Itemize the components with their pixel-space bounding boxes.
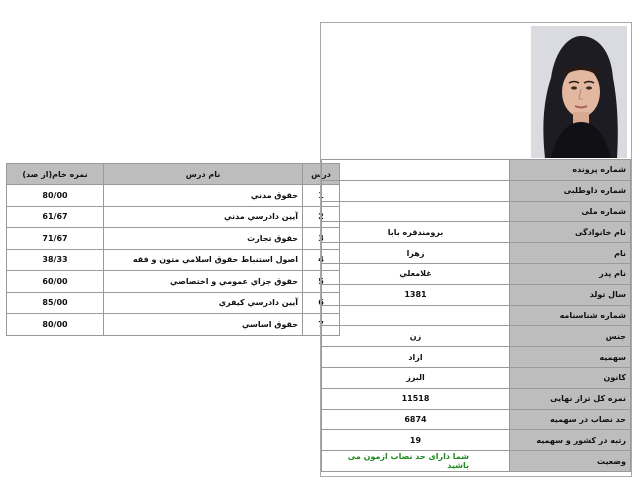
profile-card — [320, 22, 632, 477]
info-row — [322, 388, 631, 409]
row-course: حقوق مدني — [104, 185, 303, 207]
info-label: حد نصاب در سهمیه — [510, 409, 631, 430]
info-label: شماره داوطلبی — [510, 180, 631, 201]
info-row — [322, 160, 631, 181]
info-value: ازاد — [322, 347, 510, 368]
info-label: رتبه در کشور و سهمیه — [510, 430, 631, 451]
row-number: 2 — [303, 206, 340, 228]
info-row — [322, 305, 631, 326]
info-row — [322, 243, 631, 264]
info-value — [322, 201, 510, 222]
table-row — [7, 292, 340, 314]
header-score: نمره خام(از صد) — [7, 164, 104, 185]
table-row — [7, 206, 340, 228]
info-label: سال تولد — [510, 284, 631, 305]
info-row — [322, 284, 631, 305]
row-number: 7 — [303, 314, 340, 336]
table-row — [7, 228, 340, 250]
info-label: جنس — [510, 326, 631, 347]
row-number: 5 — [303, 271, 340, 293]
info-value: 19 — [322, 430, 510, 451]
info-row — [322, 347, 631, 368]
info-label: نام — [510, 243, 631, 264]
row-score: 61/67 — [7, 206, 104, 228]
row-number: 6 — [303, 292, 340, 314]
portrait-photo-icon — [531, 26, 627, 158]
info-row — [322, 430, 631, 451]
info-value — [322, 160, 510, 181]
info-row — [322, 180, 631, 201]
header-course: نام درس — [104, 164, 303, 185]
info-value: 6874 — [322, 409, 510, 430]
table-row — [7, 185, 340, 207]
info-value — [322, 180, 510, 201]
info-row — [322, 409, 631, 430]
info-value: زهرا — [322, 243, 510, 264]
info-value: 11518 — [322, 388, 510, 409]
info-row — [322, 201, 631, 222]
row-course: حقوق جزاي عمومي و اختصاصي — [104, 271, 303, 293]
status-label: وضعیت — [510, 451, 631, 472]
portrait-photo — [531, 26, 627, 158]
info-value — [322, 305, 510, 326]
table-row — [7, 314, 340, 336]
info-label: شماره پرونده — [510, 160, 631, 181]
scores-header-row — [7, 164, 340, 185]
info-row — [322, 263, 631, 284]
info-value: برومندقره بابا — [322, 222, 510, 243]
table-row — [7, 249, 340, 271]
table-row — [7, 271, 340, 293]
row-score: 85/00 — [7, 292, 104, 314]
row-score: 38/33 — [7, 249, 104, 271]
header-number: درس — [303, 164, 340, 185]
row-score: 80/00 — [7, 185, 104, 207]
info-label: شماره شناسنامه — [510, 305, 631, 326]
info-row — [322, 222, 631, 243]
info-label: نام پدر — [510, 263, 631, 284]
info-label: شماره ملی — [510, 201, 631, 222]
info-value: 1381 — [322, 284, 510, 305]
scores-table — [6, 163, 340, 336]
row-course: حقوق تجارت — [104, 228, 303, 250]
row-score: 80/00 — [7, 314, 104, 336]
row-course: حقوق اساسي — [104, 314, 303, 336]
row-course: اصول استنباط حقوق اسلامي متون و فقه — [104, 249, 303, 271]
info-row — [322, 326, 631, 347]
row-number: 4 — [303, 249, 340, 271]
row-number: 1 — [303, 185, 340, 207]
row-score: 60/00 — [7, 271, 104, 293]
row-course: آيين دادرسي مدني — [104, 206, 303, 228]
status-value: شما دارای حد نصاب ازمون می باشید — [322, 451, 510, 472]
profile-info-table — [321, 159, 631, 472]
info-label: نمره کل تراز نهایی — [510, 388, 631, 409]
info-value: البرز — [322, 367, 510, 388]
row-number: 3 — [303, 228, 340, 250]
row-score: 71/67 — [7, 228, 104, 250]
info-row — [322, 367, 631, 388]
info-value: غلامعلي — [322, 263, 510, 284]
info-label: نام خانوادگی — [510, 222, 631, 243]
status-row — [322, 451, 631, 472]
info-label: سهمیه — [510, 347, 631, 368]
row-course: آيين دادرسي كيفري — [104, 292, 303, 314]
info-label: کانون — [510, 367, 631, 388]
info-value: زن — [322, 326, 510, 347]
